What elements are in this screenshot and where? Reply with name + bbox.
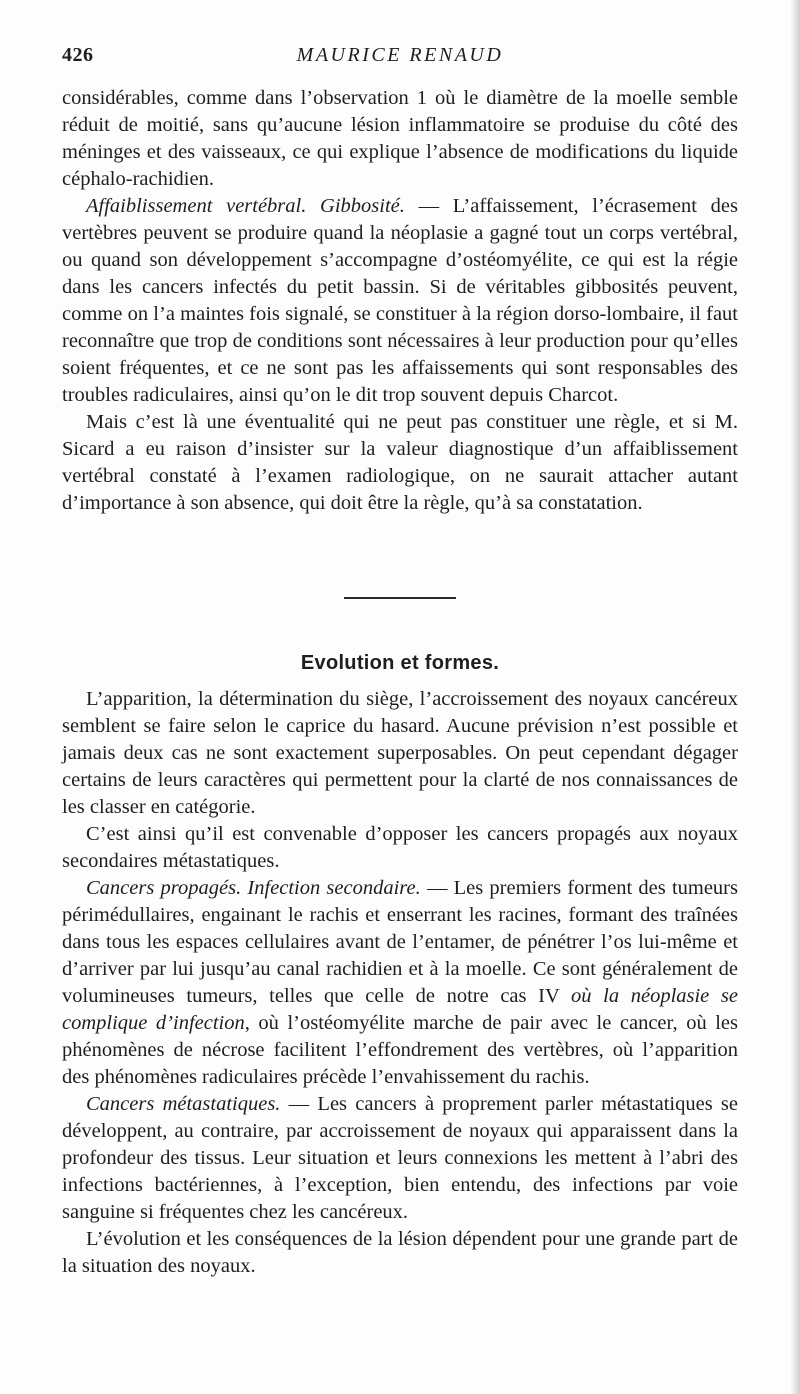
- section-divider: [344, 597, 456, 599]
- paragraph-text: , où l’ostéomyélite marche de pair avec le cancer, où les phénomènes de nécrose facilitent l’effondrement des vertèbres, où l’apparition des phénomènes radiculaires précède l’envahissement du rachis.: [62, 1012, 739, 1088]
- running-head: MAURICE RENAUD: [296, 44, 504, 66]
- paragraph: C’est ainsi qu’il est convenable d’opposer les cancers propagés aux noyaux secondaires métastatiques.: [62, 823, 738, 872]
- paragraph: [62, 1091, 738, 1226]
- paragraph-text: — Les premiers forment des tumeurs périmédullaires, engainant le rachis et enserrant les racines, formant des traînées dans tous les espaces cellulaires avant de l’entamer, de pénétrer l’os lui-même et d’arriver par lui jusqu’au canal rachidien et à la moelle. Ce sont généralement de volumineuses tumeurs, telles que celle de notre cas IV: [62, 877, 738, 1007]
- italic-phrase: où la néoplasie se complique d’infection: [62, 985, 738, 1034]
- paragraph: [62, 875, 738, 1091]
- page-header: [62, 44, 738, 74]
- paragraph: L’apparition, la détermination du siège, l’accroissement des noyaux cancéreux semblent se faire selon le caprice du hasard. Aucune prévision n’est possible et jamais deux cas ne sont exactement superposables. On peut cependant dégager certains de leurs caractères qui permettent pour la clarté de nos connaissances de les classer en catégorie.: [62, 688, 738, 818]
- paragraph-heading: Cancers propagés. Infection secondaire.: [86, 877, 421, 899]
- paragraph: considérables, comme dans l’observation 1 où le diamètre de la moelle semble réduit de moitié, sans qu’aucune lésion inflammatoire se produise du côté des méninges et des vaisseaux, ce qui explique l’absence de modifications du liquide céphalo-rachidien.: [62, 87, 738, 190]
- paragraph-heading: Affaiblissement vertébral. Gibbosité.: [86, 195, 405, 217]
- paragraph: L’évolution et les conséquences de la lésion dépendent pour une grande part de la situation des noyaux.: [62, 1228, 738, 1277]
- paragraph-heading: Cancers métastatiques.: [86, 1093, 281, 1115]
- page-edge-shadow: [790, 0, 800, 1394]
- paragraph: [62, 193, 738, 409]
- paragraph: Mais c’est là une éventualité qui ne peut pas constituer une règle, et si M. Sicard a eu raison d’insister sur la valeur diagnostique d’un affaiblissement vertébral constaté à l’examen radiologique, on ne saurait attacher autant d’importance à son absence, qui doit être la règle, qu’à sa constatation.: [62, 411, 738, 514]
- text-block-top: [62, 85, 738, 517]
- paragraph-text: — L’affaissement, l’écrasement des vertèbres peuvent se produire quand la néoplasie a gagné tout un corps vertébral, ou quand son développement s’accompagne d’ostéomyélite, ce qui est la régie dans les cancers infectés du petit bassin. Si de véritables gibbosités peuvent, comme on l’a maintes fois signalé, se constituer à la région dorso-lombaire, il faut reconnaître que trop de conditions sont nécessaires à leur production pour qu’elles soient fréquentes, et ce ne sont pas les affaissements qui sont responsables des troubles radiculaires, ainsi qu’on le dit trop souvent depuis Charcot.: [62, 195, 738, 406]
- page-number: 426: [62, 44, 94, 66]
- text-block-bottom: [62, 686, 738, 1280]
- section-title: Evolution et formes.: [300, 652, 500, 674]
- paragraph-text: — Les cancers à proprement parler métastatiques se développent, au contraire, par accroissement de noyaux qui apparaissent dans la profondeur des tissus. Leur situation et leurs connexions les mettent à l’abri des infections bactériennes, à l’exception, bien entendu, des infections par voie sanguine si fréquentes chez les cancéreux.: [62, 1093, 738, 1223]
